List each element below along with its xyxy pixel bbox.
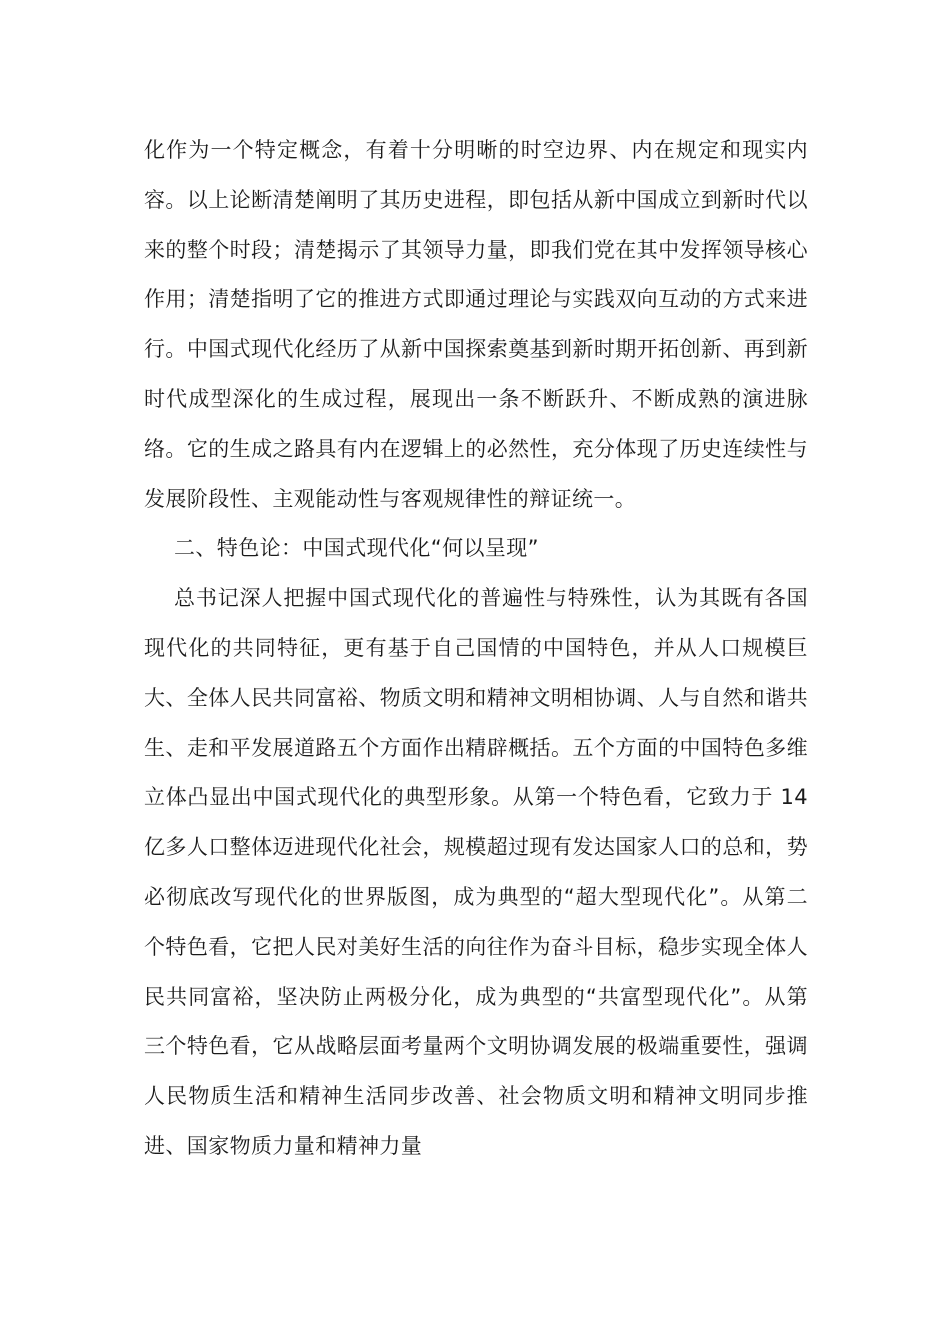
body-paragraph-2: 总书记深人把握中国式现代化的普遍性与特殊性，认为其既有各国现代化的共同特征，更有基于自己国情的中国特色，并从人口规模巨大、全体人民共同富裕、物质文明和精神文明相协调、人与自然和谐共生、走和平发展道路五个方面作出精辟概括。五个方面的中国特色多维立体凸显出中国式现代化的典型形象。从第一个特色看，它致力于 14 亿多人口整体迈进现代化社会，规模超过现有发达国家人口的总和，势必彻底改写现代化的世界版图，成为典型的“超大型现代化”。从第二个特色看，它把人民对美好生活的向往作为奋斗目标，稳步实现全体人民共同富裕，坚决防止两极分化，成为典型的“共富型现代化”。从第三个特色看，它从战略层面考量两个文明协调发展的极端重要性，强调人民物质生活和精神生活同步改善、社会物质文明和精神文明同步推进、国家物质力量和精神力量 [144,586,808,1158]
body-paragraph-1: 化作为一个特定概念，有着十分明晰的时空边界、内在规定和现实内容。以上论断清楚阐明了其历史进程，即包括从新中国成立到新时代以来的整个时段；清楚揭示了其领导力量，即我们党在其中发挥领导核心作用；清楚指明了它的推进方式即通过理论与实践双向互动的方式来进行。中国式现代化经历了从新中国探索奠基到新时期开拓创新、再到新时代成型深化的生成过程，展现出一条不断跃升、不断成熟的演进脉络。它的生成之路具有内在逻辑上的必然性，充分体现了历史连续性与发展阶段性、主观能动性与客观规律性的辩证统一。 [144,138,808,511]
section-heading: 二、特色论：中国式现代化“何以呈现” [174,536,539,561]
document-body [144,126,808,1172]
